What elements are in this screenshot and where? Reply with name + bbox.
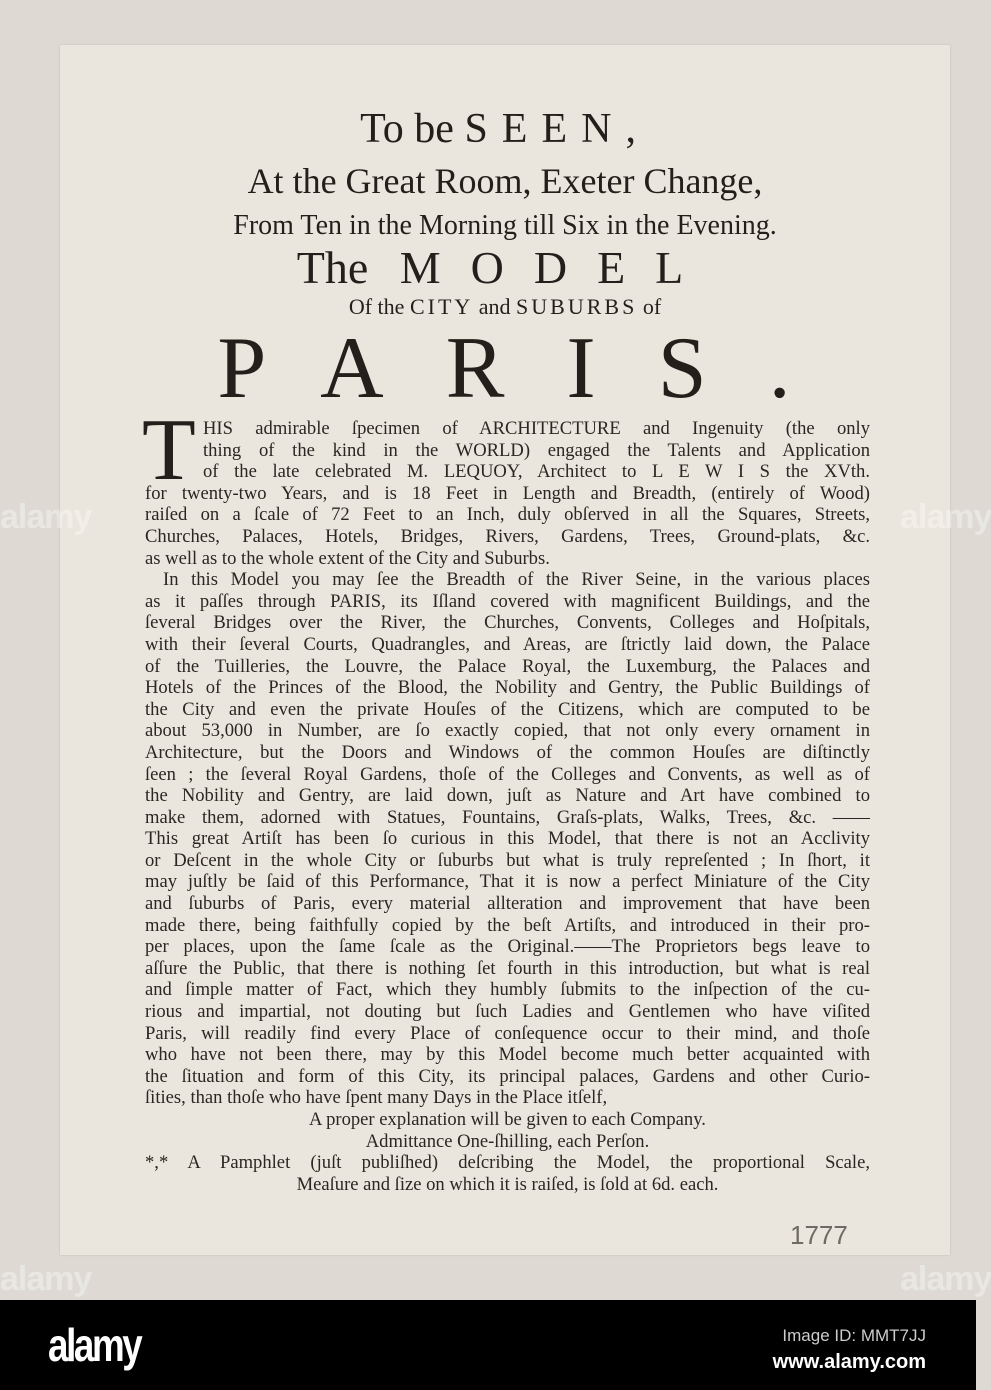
heading-great-room: At the Great Room, Exeter Change, <box>247 161 763 201</box>
body-line: HIS admirable ſpecimen of ARCHITECTURE and Ingenuity (the only <box>203 418 870 439</box>
heading-the-model: The MODEL <box>296 242 714 293</box>
body-line: and ſimple matter of Fact, which they humbly ſubmits to the inſpection of the cu- <box>145 979 870 1001</box>
body-line: Churches, Palaces, Hotels, Bridges, Rivers, Gardens, Trees, Ground-plats, &c. <box>145 525 870 547</box>
body-line: This great Artiſt has been ſo curious in this Model, that there is not an Acclivity <box>145 828 870 850</box>
body-line: Meaſure and ſize on which it is raiſed, is ſold at 6d. each. <box>296 1173 719 1195</box>
body-line: as it paſſes through PARIS, its Iſland covered with magnificent Buildings, and the <box>145 590 870 612</box>
body-line: A proper explanation will be given to each Company. <box>309 1109 706 1130</box>
image-id: Image ID: MMT7JJ <box>782 1326 926 1345</box>
body-line: about 53,000 in Number, are ſo exactly copied, that not only every ornament in <box>145 720 870 742</box>
website-link[interactable]: www.alamy.com <box>772 1351 926 1373</box>
body-text <box>145 418 870 1195</box>
body-line: and ſuburbs of Paris, every material allteration and improvement that have been <box>145 893 870 915</box>
body-line: the ſituation and form of this City, its principal palaces, Gardens and other Curio- <box>145 1065 870 1087</box>
body-line: or Deſcent in the whole City or ſuburbs but what is truly repreſented ; In ſhort, it <box>145 849 870 871</box>
alamy-logo: alamy <box>48 1319 141 1371</box>
body-line: the City and even the private Houſes of the Citizens, which are computed to be <box>145 698 870 720</box>
body-line: Admittance One-ſhilling, each Perſon. <box>365 1130 650 1152</box>
body-line: ſities, than thoſe who have ſpent many Days in the Place itſelf, <box>145 1087 608 1109</box>
body-line: may juſtly be ſaid of this Performance, That it is now a perfect Miniature of the City <box>145 871 870 893</box>
body-line: per places, upon the ſame ſcale as the Original.——The Proprietors begs leave to <box>145 936 870 958</box>
handwritten-note: 1777 <box>790 1220 848 1250</box>
body-line: thing of the kind in the WORLD) engaged the Talents and Application <box>203 439 870 461</box>
body-line: aſſure the Public, that there is nothing ſet fourth in this introduction, but what is real <box>145 957 870 979</box>
body-line: with their ſeveral Courts, Quadrangles, and Areas, are ſtrictly laid down, the Palace <box>145 633 870 655</box>
watermark: alamy <box>0 1260 92 1298</box>
body-line: as well as to the whole extent of the City and Suburbs. <box>145 547 550 569</box>
body-line: In this Model you may ſee the Breadth of the River Seine, in the various places <box>163 569 870 591</box>
body-line: Architecture, but the Doors and Windows of the common Houſes are diſtinctly <box>145 741 870 763</box>
body-line: Paris, will readily find every Place of conſequence occur to their mind, and thoſe <box>145 1022 870 1044</box>
body-line: make them, adorned with Statues, Fountains, Graſs-plats, Walks, Trees, &c. —— <box>145 806 870 828</box>
body-line: for twenty-two Years, and is 18 Feet in Length and Breadth, (entirely of Wood) <box>145 482 870 504</box>
heading-hours: From Ten in the Morning till Six in the Evening. <box>233 210 777 241</box>
body-line: ſeveral Bridges over the River, the Churches, Convents, Colleges and Hoſpitals, <box>145 612 870 634</box>
body-line: made there, being faithfully copied by the beſt Artiſts, and introduced in their pro- <box>145 914 870 936</box>
body-line: Hotels of the Princes of the Blood, the Nobility and Gentry, the Public Buildings of <box>145 677 870 699</box>
body-line: of the Tuilleries, the Louvre, the Palace Royal, the Luxemburg, the Palaces and <box>145 655 870 677</box>
drop-cap: T <box>142 402 196 499</box>
body-line: rious and impartial, not douting but ſuch Ladies and Gentlemen who have viſited <box>145 1001 870 1023</box>
heading-to-be-seen: To be SEEN, <box>360 106 650 152</box>
watermark: alamy <box>900 1260 991 1298</box>
body-line: the Nobility and Gentry, are laid down, juſt as Nature and Art have combined to <box>145 785 870 807</box>
body-line: raiſed on a ſcale of 72 Feet to an Inch, duly obſerved in all the Squares, Streets, <box>145 504 870 526</box>
footer-bar <box>0 1300 976 1390</box>
watermark: alamy <box>0 498 92 536</box>
body-line: *,* A Pamphlet (juſt publiſhed) deſcribing the Model, the proportional Scale, <box>145 1152 870 1174</box>
heading-city-suburbs: Of the CITY and SUBURBS of <box>348 294 662 319</box>
body-line: of the late celebrated M. LEQUOY, Architect to L E W I S the XVth. <box>203 461 870 483</box>
heading-paris: PARIS. <box>217 320 853 417</box>
watermark: alamy <box>900 498 991 536</box>
body-line: ſeen ; the ſeveral Royal Gardens, thoſe of the Colleges and Convents, as well as of <box>145 763 870 785</box>
body-line: who have not been there, may by this Model become much better acquainted with <box>145 1044 870 1066</box>
